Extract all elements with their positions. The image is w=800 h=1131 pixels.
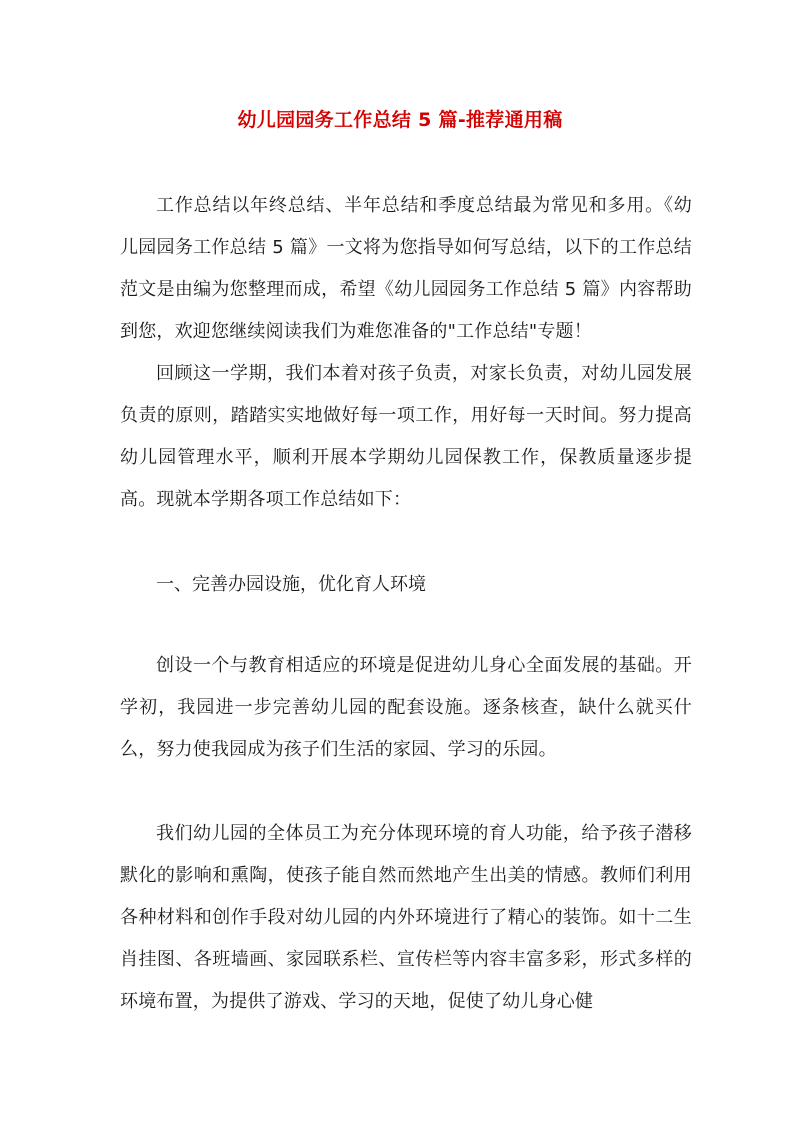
section1-paragraph-1: 创设一个与教育相适应的环境是促进幼儿身心全面发展的基础。开学初，我园进一步完善幼儿园的配套设施。逐条核查，缺什么就买什么，努力使我园成为孩子们生活的家园、学习的乐园。: [120, 655, 692, 760]
review-paragraph: 回顾这一学期，我们本着对孩子负责，对家长负责，对幼儿园发展负责的原则，踏踏实实地做好每一项工作，用好每一天时间。努力提高幼儿园管理水平，顺利开展本学期幼儿园保教工作，保教质量逐步提高。现就本学期各项工作总结如下：: [120, 363, 692, 510]
intro-paragraph: 工作总结以年终总结、半年总结和季度总结最为常见和多用。《幼儿园园务工作总结 5 篇》一文将为您指导如何写总结，以下的工作总结范文是由编为您整理而成，希望《幼儿园园务工作总结 5 篇》内容帮助到您，欢迎您继续阅读我们为难您准备的"工作总结"专题！: [120, 195, 692, 342]
section1-paragraph-2: 我们幼儿园的全体员工为充分体现环境的育人功能，给予孩子潜移默化的影响和熏陶，使孩子能自然而然地产生出美的情感。教师们利用各种材料和创作手段对幼儿园的内外环境进行了精心的装饰。如十二生肖挂图、各班墙画、家园联系栏、宣传栏等内容丰富多彩，形式多样的环境布置，为提供了游戏、学习的天地，促使了幼儿身心健: [120, 823, 692, 1012]
section-heading: 一、完善办园设施，优化育人环境: [156, 574, 426, 595]
document-title: 幼儿园园务工作总结 5 篇-推荐通用稿: [237, 109, 563, 131]
